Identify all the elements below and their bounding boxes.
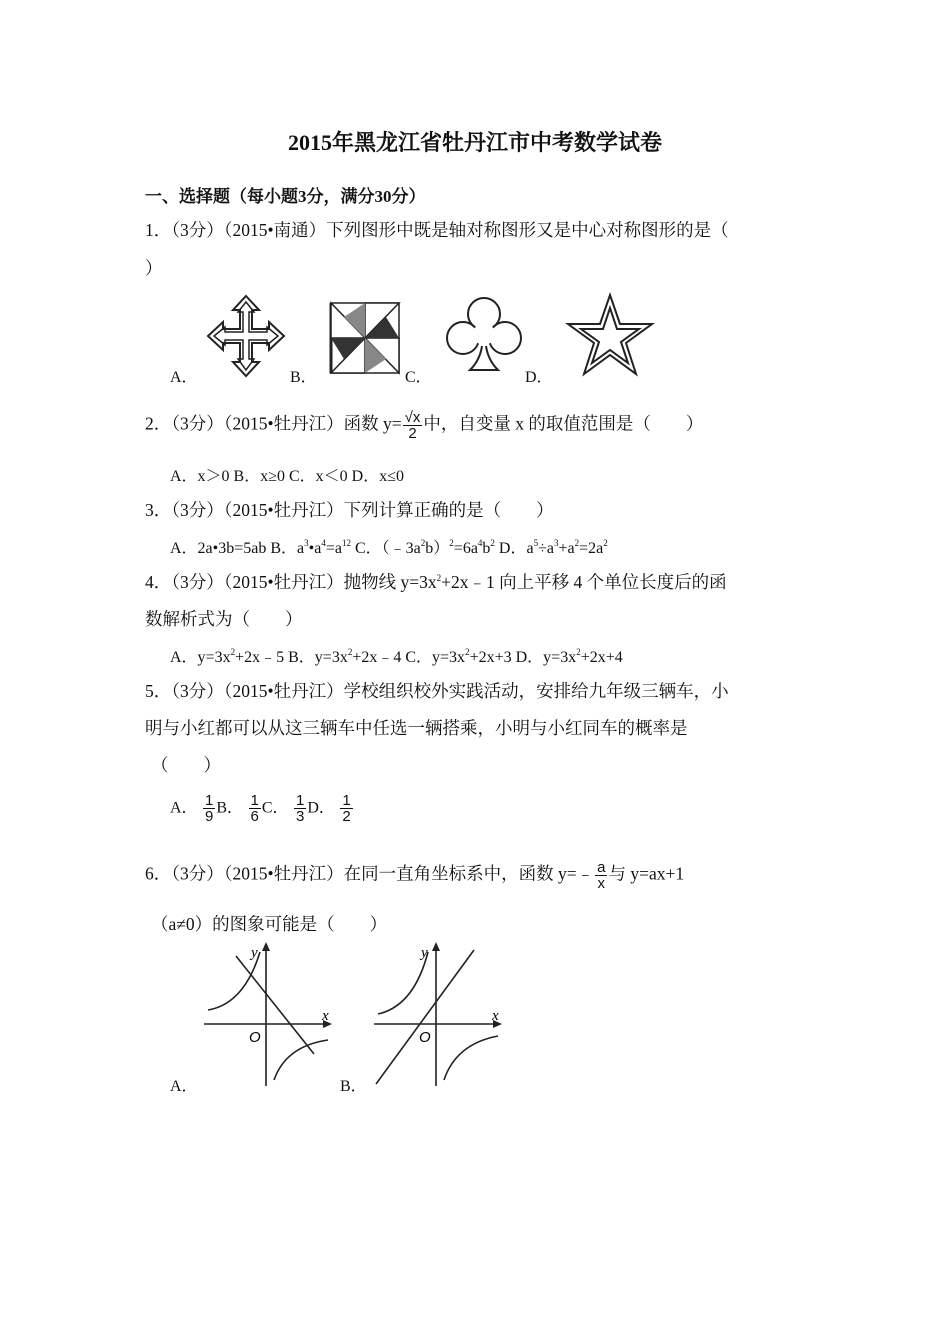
q2-frac-numerator: √x bbox=[404, 409, 421, 426]
q4-exp: 2 bbox=[465, 647, 470, 657]
q1-option-d-label: D． bbox=[525, 369, 553, 386]
q3-opt-a: A．2a•3b=5ab B．a bbox=[170, 540, 305, 557]
q4-stem-line1 bbox=[145, 570, 727, 594]
q3-exp: 3 bbox=[553, 538, 559, 548]
q5-frac-den: 3 bbox=[295, 808, 305, 825]
q4-exp: 2 bbox=[436, 573, 442, 583]
q3-exp: 2 bbox=[420, 538, 426, 548]
q6-a-axis-x: x bbox=[322, 1008, 329, 1024]
q5-frac-num: 1 bbox=[205, 792, 214, 809]
q5-options bbox=[170, 793, 354, 824]
q3-stem: 3．（3分）（2015•牡丹江）下列计算正确的是（ ） bbox=[145, 500, 554, 520]
q3-exp: 2 bbox=[449, 538, 454, 548]
q3-text: •a bbox=[308, 540, 322, 557]
q4-text: +2x+3 D．y=3x bbox=[469, 649, 577, 666]
q4-text: +2x+4 bbox=[580, 649, 623, 666]
document-title: 2015年黑龙江省牡丹江市中考数学试卷 bbox=[287, 130, 662, 155]
q6-option-b-label: B． bbox=[340, 1078, 367, 1095]
q6-frac-denominator: x bbox=[597, 875, 606, 892]
q3-text: =2a bbox=[579, 540, 604, 557]
q5-stem-line1: 5．（3分）（2015•牡丹江）学校组织校外实践活动，安排给九年级三辆车，小 bbox=[145, 681, 729, 701]
q6-a-origin: O bbox=[249, 1029, 261, 1046]
q6-graph-b bbox=[370, 940, 510, 1088]
q3-exp: 5 bbox=[533, 538, 539, 548]
q3-exp: 2 bbox=[490, 538, 495, 548]
q1-option-c-label: C． bbox=[405, 369, 432, 386]
q5-stem-line2: 明与小红都可以从这三辆车中任选一辆搭乘，小明与小红同车的概率是 bbox=[145, 718, 688, 738]
q3-text: +a bbox=[558, 540, 575, 557]
q5-frac-den: 6 bbox=[250, 808, 259, 825]
q3-exp: 3 bbox=[304, 538, 309, 548]
q3-opt-d: D．a bbox=[494, 540, 534, 557]
q2-fraction bbox=[403, 410, 423, 441]
q2-prefix: 2．（3分）（2015•牡丹江）函数 y= bbox=[145, 413, 402, 434]
q5-frac-den: 2 bbox=[342, 808, 351, 825]
q5-opt-b-label: B． bbox=[216, 799, 244, 817]
q4-exp: 2 bbox=[576, 647, 581, 657]
q5-opt-d-label: D． bbox=[307, 799, 335, 817]
q6-suffix: 与 y=ax+1 bbox=[608, 863, 685, 884]
section-heading: 一、选择题（每小题3分，满分30分） bbox=[145, 187, 426, 206]
q6-graph-a bbox=[200, 940, 340, 1088]
q3-opt-c: C．（﹣3a bbox=[351, 540, 421, 557]
q1-figure-a-arrows bbox=[205, 293, 287, 379]
q6-stem-line2: （a≠0）的图象可能是（ ） bbox=[151, 914, 388, 934]
q3-exp: 12 bbox=[342, 538, 351, 548]
q1-figure-d-star bbox=[564, 292, 656, 378]
q3-text: b bbox=[482, 540, 491, 557]
q6-stem-line1 bbox=[145, 860, 684, 891]
q3-text: =a bbox=[325, 540, 342, 557]
q5-frac-num: 1 bbox=[250, 792, 259, 809]
q3-text: ÷a bbox=[538, 540, 554, 557]
q1-option-b-label: B． bbox=[290, 369, 317, 386]
q1-stem: 1．（3分）（2015•南通）下列图形中既是轴对称图形又是中心对称图形的是（ bbox=[145, 220, 729, 240]
q5-stem-line3: （ ） bbox=[151, 755, 221, 775]
q6-b-axis-y: y bbox=[421, 945, 428, 961]
q4-text: A．y=3x bbox=[170, 649, 231, 666]
q3-exp: 4 bbox=[477, 538, 483, 548]
q1-option-a-label: A． bbox=[170, 369, 198, 386]
q6-a-axis-y: y bbox=[251, 945, 258, 961]
q4-text: +2x﹣4 C．y=3x bbox=[352, 649, 466, 666]
q3-exp: 4 bbox=[321, 538, 326, 548]
q4-stem-line2: 数解析式为（ ） bbox=[145, 609, 303, 629]
q6-option-a-label: A． bbox=[170, 1078, 198, 1095]
q4-text: +2x﹣1 向上平移 4 个单位长度后的函 bbox=[441, 572, 727, 592]
q4-text: +2x﹣5 B．y=3x bbox=[235, 649, 348, 666]
q4-text: 4．（3分）（2015•牡丹江）抛物线 y=3x bbox=[145, 572, 437, 592]
q5-frac-c bbox=[294, 793, 306, 824]
q3-exp: 2 bbox=[574, 538, 580, 548]
q3-exp: 2 bbox=[603, 538, 608, 548]
q5-opt-c-label: C． bbox=[261, 799, 289, 817]
q6-b-origin: O bbox=[419, 1029, 431, 1046]
q2-frac-denominator: 2 bbox=[408, 425, 417, 442]
q2-stem bbox=[145, 410, 703, 441]
q6-b-axis-x: x bbox=[492, 1008, 499, 1024]
q1-stem-end: ） bbox=[145, 258, 163, 278]
q5-frac-num: 1 bbox=[295, 792, 305, 809]
q4-exp: 2 bbox=[230, 647, 236, 657]
q5-frac-b bbox=[249, 793, 261, 824]
q2-suffix: 中，自变量 x 的取值范围是（ ） bbox=[423, 413, 704, 434]
q5-opt-a-label: A． bbox=[170, 799, 198, 817]
q6-frac-numerator: a bbox=[597, 859, 606, 876]
q3-text: =6a bbox=[453, 540, 478, 557]
q3-options bbox=[170, 535, 608, 558]
q5-frac-a bbox=[203, 793, 215, 824]
q5-frac-num: 1 bbox=[342, 792, 351, 809]
q1-figure-b-pinwheel bbox=[326, 300, 402, 376]
q4-exp: 2 bbox=[347, 647, 353, 657]
q4-options bbox=[170, 644, 623, 667]
q5-frac-d bbox=[340, 793, 352, 824]
q6-prefix: 6．（3分）（2015•牡丹江）在同一直角坐标系中，函数 y=﹣ bbox=[145, 863, 595, 884]
q2-options: A．x＞0 B．x≥0 C．x＜0 D．x≤0 bbox=[170, 468, 405, 485]
q5-frac-den: 9 bbox=[205, 808, 214, 825]
q1-figure-c-club bbox=[444, 294, 524, 376]
q6-fraction bbox=[595, 860, 607, 891]
q3-text: b） bbox=[425, 540, 450, 557]
